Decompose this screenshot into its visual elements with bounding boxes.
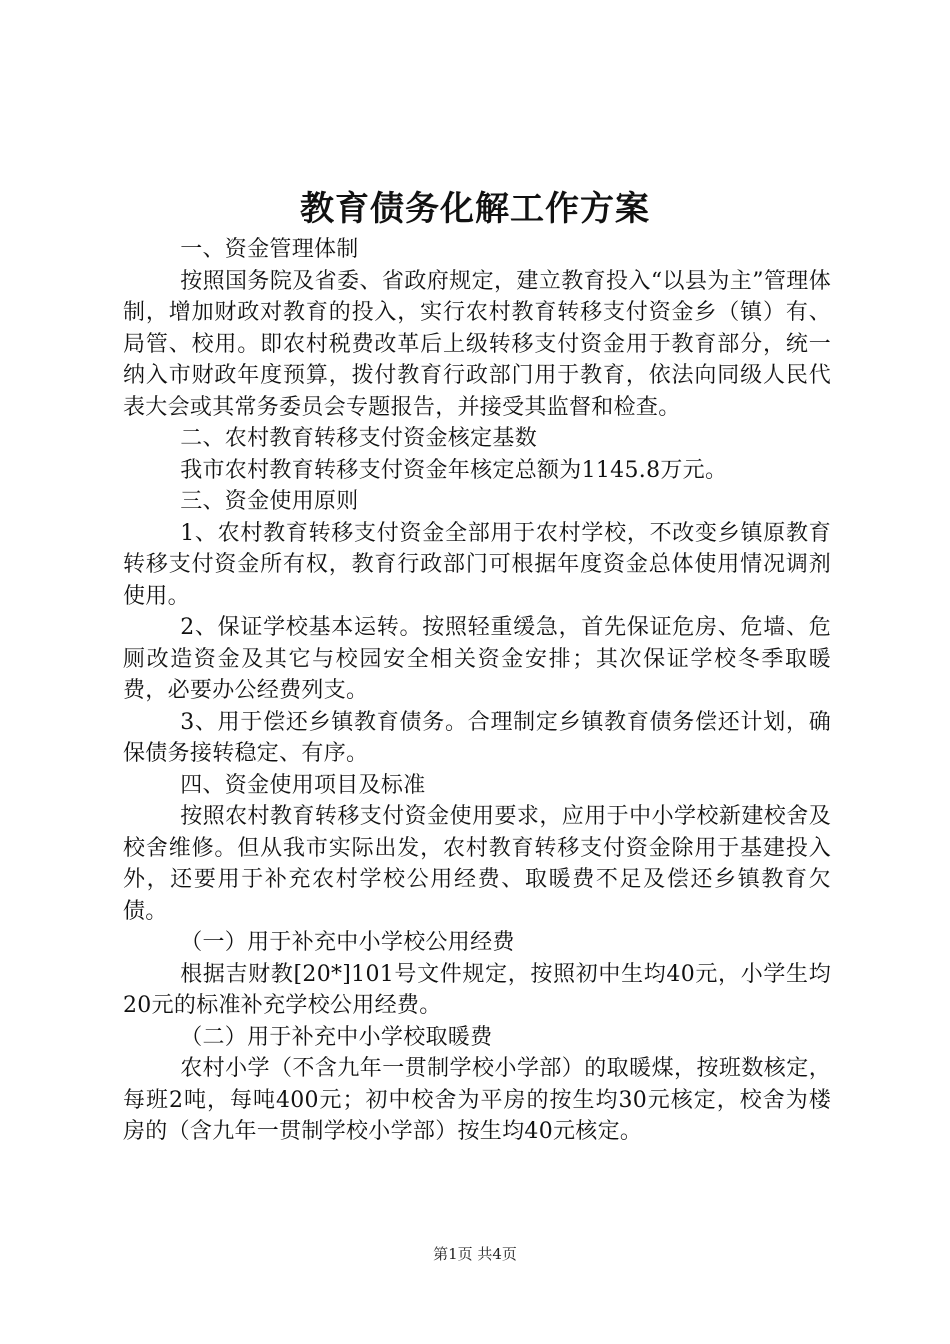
subsection-heading-1: （一）用于补充中小学校公用经费 xyxy=(180,930,515,955)
paragraph: 我市农村教育转移支付资金年核定总额为1145.8万元。 xyxy=(180,457,728,483)
paragraph: 根据吉财教[20*]101号文件规定，按照初中生均40元，小学生均20元的标准补充学校公用经费。 xyxy=(123,961,831,1018)
list-item: 1、农村教育转移支付资金全部用于农村学校，不改变乡镇原教育转移支付资金所有权，教育行政部门可根据年度资金总体使用情况调剂使用。 xyxy=(123,520,831,609)
document-body xyxy=(123,234,831,1148)
paragraph: 农村小学（不含九年一贯制学校小学部）的取暖煤，按班数核定，每班2吨，每吨400元；初中校舍为平房的按生均30元核定，校舍为楼房的（含九年一贯制学校小学部）按生均40元核定。 xyxy=(123,1056,831,1144)
subsection-heading-2: （二）用于补充中小学校取暖费 xyxy=(180,1024,493,1050)
list-item: 3、用于偿还乡镇教育债务。合理制定乡镇教育债务偿还计划，确保债务接转稳定、有序。 xyxy=(123,709,831,766)
page-footer: 第1页 共4页 xyxy=(433,1245,517,1263)
paragraph: 按照农村教育转移支付资金使用要求，应用于中小学校新建校舍及校舍维修。但从我市实际出发，农村教育转移支付资金除用于基建投入外，还要用于补充农村学校公用经费、取暖费不足及偿还乡镇教育欠债。 xyxy=(123,804,831,924)
paragraph: 按照国务院及省委、省政府规定，建立教育投入“以县为主”管理体制，增加财政对教育的投入，实行农村教育转移支付资金乡（镇）有、局管、校用。即农村税费改革后上级转移支付资金用于教育部分，统一纳入市财政年度预算，拨付教育行政部门用于教育，依法向同级人民代表大会或其常务委员会专题报告，并接受其监督和检查。 xyxy=(123,268,831,420)
section-heading-2: 二、农村教育转移支付资金核定基数 xyxy=(180,426,537,451)
section-heading-3: 三、资金使用原则 xyxy=(180,489,359,514)
document-title: 教育债务化解工作方案 xyxy=(300,189,650,229)
list-item: 2、保证学校基本运转。按照轻重缓急，首先保证危房、危墙、危厕改造资金及其它与校园安全相关资金安排；其次保证学校冬季取暖费，必要办公经费列支。 xyxy=(123,615,831,703)
section-heading-1: 一、资金管理体制 xyxy=(180,237,359,262)
section-heading-4: 四、资金使用项目及标准 xyxy=(180,772,426,798)
